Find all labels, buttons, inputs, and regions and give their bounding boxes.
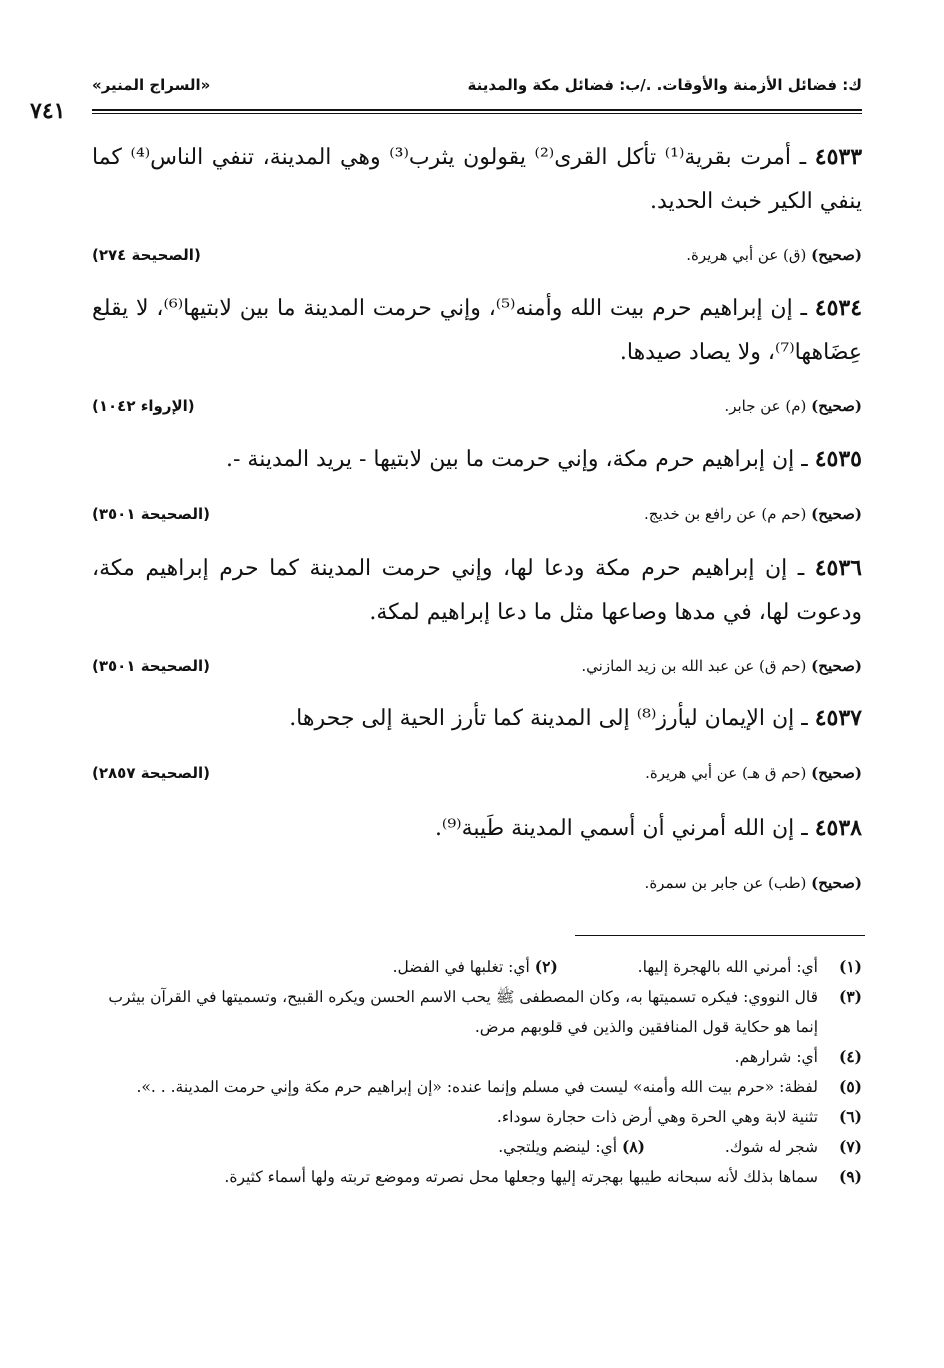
hadith-narrator: (ق) عن أبي هريرة. <box>686 246 807 264</box>
footnote-number: (٥) <box>838 1077 862 1096</box>
footnote-item <box>92 982 862 1042</box>
footnote-number: (٢) <box>534 957 558 976</box>
footnote-item <box>92 952 862 982</box>
hadith-grade: (صحيح) <box>811 764 862 782</box>
hadith-entry: ٤٥٣٦ ـ إن إبراهيم حرم مكة ودعا لها، وإني حرمت المدينة كما حرم إبراهيم مكة، ودعوت لها، في مدها وصاعها مثل ما دعا إبراهيم لمكة. <box>92 555 862 625</box>
footnote-text: لفظة: «حرم بيت الله وأمنه» ليست في مسلم وإنما عنده: «إن إبراهيم حرم مكة وإني حرمت المدينة. . .». <box>136 1078 818 1096</box>
hadith-entry: ٤٥٣٧ ـ إن الإيمان ليأرز⁽⁸⁾ إلى المدينة كما تأرز الحية إلى جحرها. <box>289 705 862 731</box>
hadith-source <box>92 651 862 681</box>
hadith-grade: (صحيح) <box>811 505 862 523</box>
footnote-item <box>92 1072 862 1102</box>
hadith-number: ٤٥٣٧ <box>814 705 862 731</box>
hadith-grade: (صحيح) <box>811 397 862 415</box>
hadith-source <box>92 868 862 898</box>
footnote-item <box>92 1132 862 1162</box>
hadith-source <box>92 240 862 270</box>
footnote-number: (٨) <box>621 1137 645 1156</box>
hadith-reference: (الصحيحة ٣٥٠١) <box>92 657 210 675</box>
hadith-source <box>92 499 862 529</box>
hadith-narrator: (طب) عن جابر بن سمرة. <box>644 874 807 892</box>
footnote-item <box>92 1042 862 1072</box>
hadith-number: ٤٥٣٦ <box>814 555 862 581</box>
book-title: «السراج المنير» <box>92 76 211 94</box>
hadith-number: ٤٥٣٤ <box>814 295 863 321</box>
footnote-text: أي: تغلبها في الفضل. <box>392 958 530 976</box>
hadith-text: إن إبراهيم حرم مكة، وإني حرمت ما بين لابتيها - يريد المدينة -. <box>226 447 795 472</box>
hadith-narrator: (حم ق) عن عبد الله بن زيد المازني. <box>581 657 807 675</box>
running-header <box>92 70 862 98</box>
hadith-text: أمرت بقرية⁽¹⁾ تأكل القرى⁽²⁾ يقولون يثرب⁽³⁾ وهي المدينة، تنفي الناس⁽⁴⁾ كما ينفي الكير خبث الحديد. <box>92 145 862 214</box>
hadith-narrator: (م) عن جابر. <box>724 397 807 415</box>
hadith-entry: ٤٥٣٣ ـ أمرت بقرية⁽¹⁾ تأكل القرى⁽²⁾ يقولون يثرب⁽³⁾ وهي المدينة، تنفي الناس⁽⁴⁾ كما ينفي الكير خبث الحديد. <box>92 144 863 214</box>
hadith-reference: (الإرواء ١٠٤٢) <box>92 397 195 415</box>
header-rule-thin <box>92 113 862 114</box>
hadith-reference: (الصحيحة ٢٧٤) <box>92 246 201 264</box>
footnote-number: (٧) <box>838 1137 862 1156</box>
footnote-item <box>92 1102 862 1132</box>
hadith-number: ٤٥٣٥ <box>814 446 862 472</box>
hadith-source <box>92 391 862 421</box>
footnote-number: (١) <box>838 957 862 976</box>
footnotes <box>92 952 862 1192</box>
footnote-separator <box>575 935 865 936</box>
footnote-number: (٦) <box>838 1107 862 1126</box>
footnote-text: شجر له شوك. <box>724 1138 818 1156</box>
footnote-number: (٩) <box>838 1167 862 1186</box>
hadith-text: إن إبراهيم حرم مكة ودعا لها، وإني حرمت المدينة كما حرم إبراهيم مكة، ودعوت لها، في مدها وصاعها مثل ما دعا إبراهيم لمكة. <box>92 556 862 625</box>
hadith-grade: (صحيح) <box>811 874 862 892</box>
footnote-number: (٣) <box>838 987 862 1006</box>
footnote-text: تثنية لابة وهي الحرة وهي أرض ذات حجارة سوداء. <box>496 1108 818 1126</box>
hadith-number: ٤٥٣٣ <box>814 144 863 170</box>
hadith-grade: (صحيح) <box>811 246 862 264</box>
footnote-text: أي: أمرني الله بالهجرة إليها. <box>637 958 818 976</box>
hadith-text: إن الله أمرني أن أسمي المدينة طَيبة⁽⁹⁾. <box>434 816 795 841</box>
hadith-entry: ٤٥٣٥ ـ إن إبراهيم حرم مكة، وإني حرمت ما بين لابتيها - يريد المدينة -. <box>226 446 862 472</box>
footnote-number: (٤) <box>838 1047 862 1066</box>
hadith-reference: (الصحيحة ٢٨٥٧) <box>92 764 210 782</box>
header-rule <box>92 109 862 111</box>
hadith-entry: ٤٥٣٨ ـ إن الله أمرني أن أسمي المدينة طَيبة⁽⁹⁾. <box>434 815 862 841</box>
hadith-number: ٤٥٣٨ <box>814 815 862 841</box>
hadith-text: إن إبراهيم حرم بيت الله وأمنه⁽⁵⁾، وإني حرمت المدينة ما بين لابتيها⁽⁶⁾، لا يقلع عِضَاهها⁽⁷⁾، ولا يصاد صيدها. <box>92 296 862 365</box>
hadith-narrator: (حم ق هـ) عن أبي هريرة. <box>645 764 807 782</box>
chapter-title: ك: فضائل الأزمنة والأوقات. ./ب: فضائل مكة والمدينة <box>467 76 862 94</box>
footnote-text: قال النووي: فيكره تسميتها به، وكان المصطفى ﷺ يحب الاسم الحسن ويكره القبيح، وتسميتها في القرآن بيثرب إنما هو حكاية قول المنافقين والذين في قلوبهم مرض. <box>108 988 818 1036</box>
hadith-reference: (الصحيحة ٣٥٠١) <box>92 505 210 523</box>
footnote-text: أي: شرارهم. <box>734 1048 818 1066</box>
hadith-grade: (صحيح) <box>811 657 862 675</box>
hadith-entry: ٤٥٣٤ ـ إن إبراهيم حرم بيت الله وأمنه⁽⁵⁾، وإني حرمت المدينة ما بين لابتيها⁽⁶⁾، لا يقلع عِضَاهها⁽⁷⁾، ولا يصاد صيدها. <box>92 295 863 365</box>
footnote-text: أي: لينضم ويلتجي. <box>498 1138 618 1156</box>
hadith-source <box>92 758 862 788</box>
hadith-narrator: (حم م) عن رافع بن خديج. <box>644 505 807 523</box>
footnote-text: سماها بذلك لأنه سبحانه طيبها بهجرته إليها وجعلها محل نصرته وموضع تربته ولها أسماء كثيرة. <box>224 1168 818 1186</box>
footnote-item <box>92 1162 862 1192</box>
page-number: ٧٤١ <box>30 98 66 124</box>
hadith-text: إن الإيمان ليأرز⁽⁸⁾ إلى المدينة كما تأرز الحية إلى جحرها. <box>289 706 795 731</box>
